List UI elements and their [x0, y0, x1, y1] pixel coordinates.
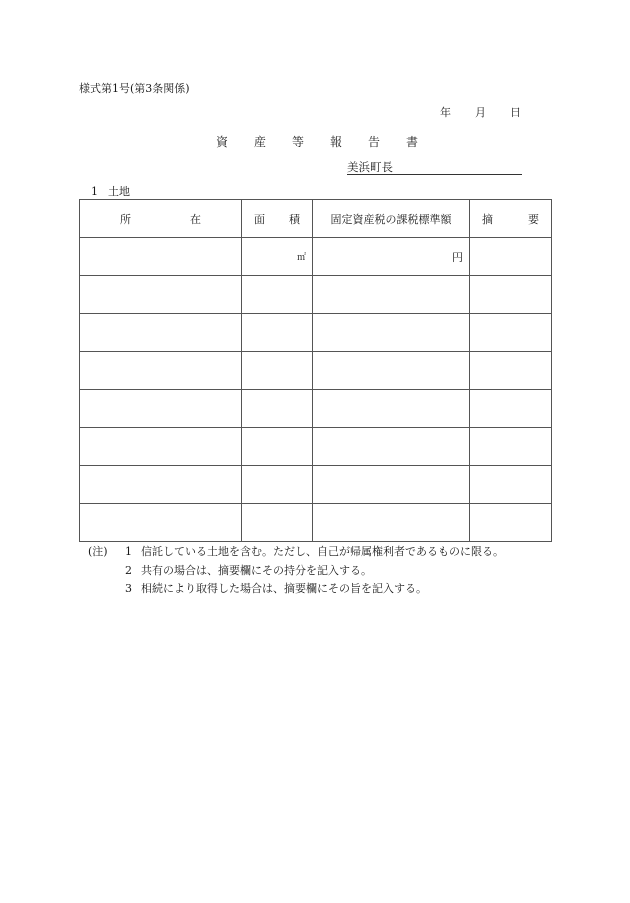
area-cell[interactable] — [242, 504, 313, 542]
location-cell[interactable] — [80, 504, 242, 542]
date-day-label: 日 — [510, 106, 521, 119]
section-label: 土地 — [108, 185, 130, 198]
remarks-cell[interactable] — [470, 314, 552, 352]
table-row — [80, 466, 552, 504]
tax-base-cell[interactable] — [313, 276, 470, 314]
date-year-label: 年 — [440, 106, 451, 119]
tax-base-cell[interactable] — [313, 238, 470, 276]
remarks-cell[interactable] — [470, 352, 552, 390]
area-cell[interactable] — [242, 428, 313, 466]
note-item — [88, 580, 504, 599]
header-location-char: 在 — [190, 212, 201, 226]
remarks-cell[interactable] — [470, 428, 552, 466]
table-row — [80, 390, 552, 428]
header-location — [80, 200, 242, 238]
tax-base-cell[interactable] — [313, 390, 470, 428]
header-remarks — [470, 200, 552, 238]
addressee: 美浜町長 — [347, 160, 393, 174]
area-cell[interactable] — [242, 314, 313, 352]
tax-base-cell[interactable] — [313, 504, 470, 542]
date-line — [440, 104, 530, 120]
title-char: 等 — [292, 135, 305, 149]
title-char: 産 — [254, 135, 267, 149]
location-cell[interactable] — [80, 238, 242, 276]
note-text: 信託している土地を含む。ただし、自己が帰属権利者であるものに限る。 — [141, 545, 504, 558]
area-cell[interactable] — [242, 390, 313, 428]
note-number: 3 — [125, 582, 132, 595]
note-item — [88, 543, 504, 562]
land-table — [79, 199, 552, 542]
notes — [88, 543, 504, 599]
header-tax-base: 固定資産税の課税標準額 — [313, 200, 470, 238]
addressee-line[interactable] — [347, 159, 522, 175]
title-char: 資 — [216, 135, 229, 149]
area-cell[interactable] — [242, 352, 313, 390]
section-heading — [91, 183, 130, 199]
note-text: 共有の場合は、摘要欄にその持分を記入する。 — [141, 563, 372, 577]
table-header-row — [80, 200, 552, 238]
location-cell[interactable] — [80, 314, 242, 352]
table-row — [80, 352, 552, 390]
area-cell[interactable] — [242, 466, 313, 504]
tax-base-unit: 円 — [452, 250, 463, 264]
title-char: 告 — [368, 135, 381, 149]
form-number: 様式第1号(第3条関係) — [79, 82, 190, 95]
remarks-cell[interactable] — [470, 390, 552, 428]
tax-base-cell[interactable] — [313, 314, 470, 352]
area-cell[interactable] — [242, 276, 313, 314]
note-number: 2 — [125, 563, 132, 577]
section-number: 1 — [91, 185, 98, 198]
remarks-cell[interactable] — [470, 466, 552, 504]
note-text: 相続により取得した場合は、摘要欄にその旨を記入する。 — [141, 582, 427, 595]
area-cell[interactable] — [242, 238, 313, 276]
header-location-char: 所 — [120, 212, 131, 226]
title-char: 報 — [330, 135, 343, 149]
tax-base-cell[interactable] — [313, 352, 470, 390]
location-cell[interactable] — [80, 390, 242, 428]
table-row — [80, 314, 552, 352]
date-month-label: 月 — [475, 106, 486, 119]
tax-base-cell[interactable] — [313, 466, 470, 504]
note-item — [88, 562, 504, 581]
location-cell[interactable] — [80, 276, 242, 314]
header-area-char: 積 — [289, 212, 300, 226]
area-unit: ㎡ — [296, 253, 306, 263]
header-remarks-char: 要 — [528, 212, 539, 226]
remarks-cell[interactable] — [470, 238, 552, 276]
header-area — [242, 200, 313, 238]
notes-prefix: (注) — [88, 545, 108, 558]
table-row — [80, 504, 552, 542]
table-row — [80, 276, 552, 314]
remarks-cell[interactable] — [470, 504, 552, 542]
tax-base-cell[interactable] — [313, 428, 470, 466]
remarks-cell[interactable] — [470, 276, 552, 314]
location-cell[interactable] — [80, 466, 242, 504]
document-title — [216, 133, 444, 150]
header-area-char: 面 — [254, 212, 265, 226]
location-cell[interactable] — [80, 352, 242, 390]
header-remarks-char: 摘 — [482, 212, 493, 226]
location-cell[interactable] — [80, 428, 242, 466]
note-number: 1 — [125, 545, 132, 558]
table-row — [80, 428, 552, 466]
table-row — [80, 238, 552, 276]
title-char: 書 — [406, 135, 419, 149]
